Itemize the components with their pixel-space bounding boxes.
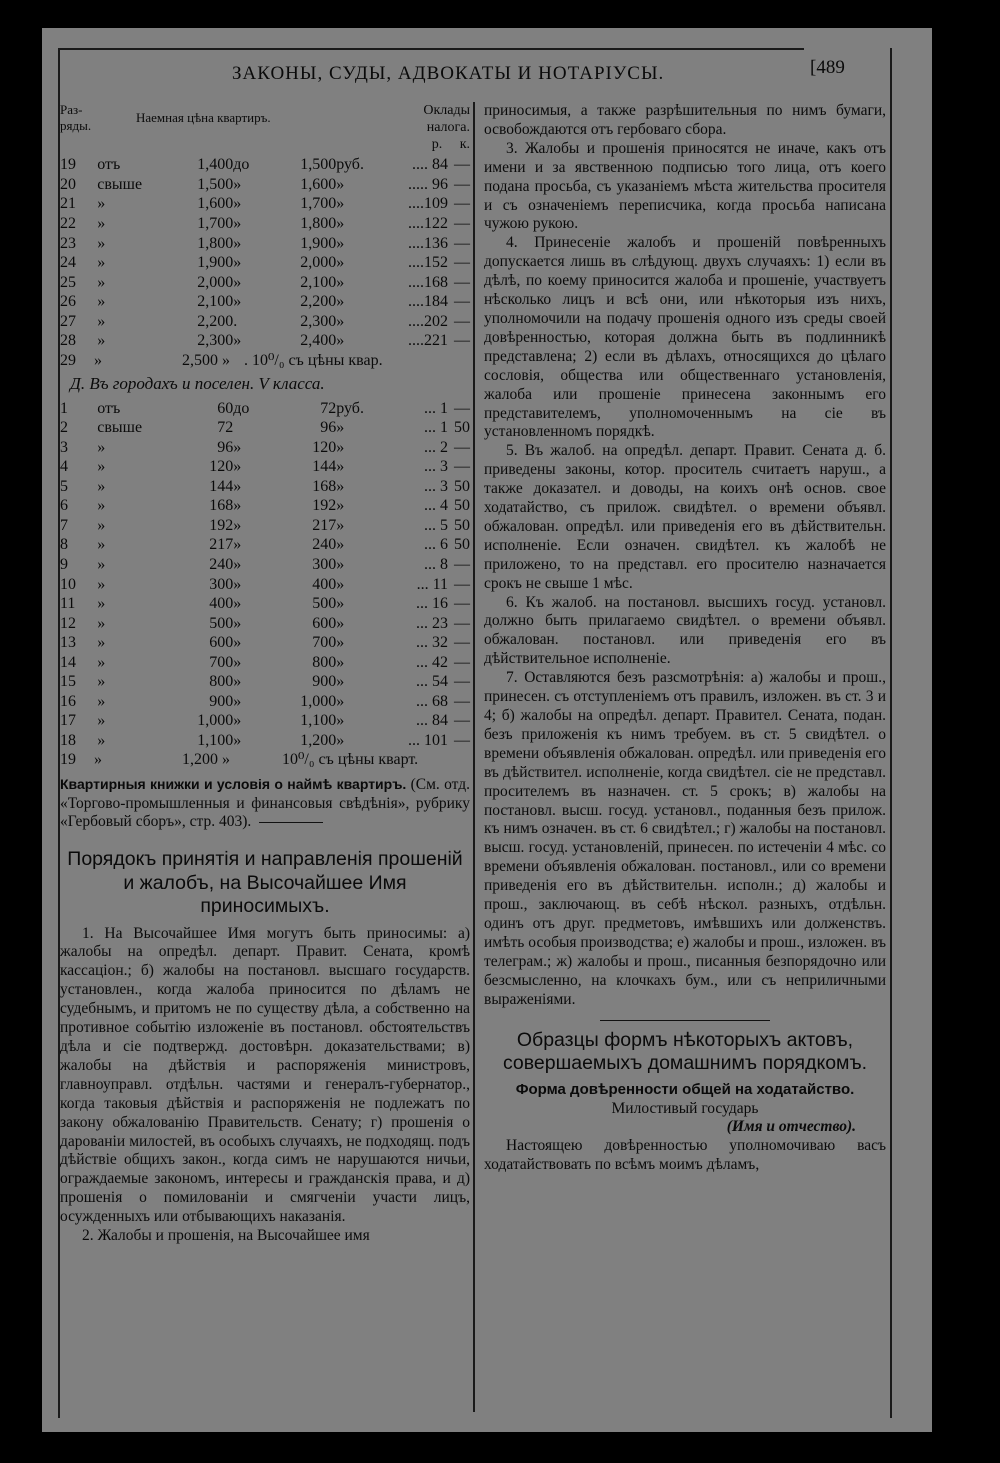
paragraph-6: 6. Къ жалоб. на постановл. высшихъ госуд. установл. должно быть прилагаемо свидѣтел. о времени объявл. обжалован. постановл. или приведенія его въ дѣйствительное исполненіе.	[484, 593, 886, 668]
table-cell: ... 32	[416, 634, 449, 652]
table-cell: 500	[209, 614, 234, 632]
table-cell: 1,700	[197, 215, 234, 232]
table-cell: ... 5	[424, 516, 449, 534]
table-cell: »	[97, 731, 106, 749]
table-cell: 50	[454, 477, 470, 495]
table-cell: 6	[60, 497, 68, 515]
table-cell: —	[454, 254, 470, 272]
top-rule	[58, 48, 804, 50]
table-cell: »	[233, 195, 242, 213]
column-divider	[473, 102, 475, 1412]
table-cell: ... 101	[408, 731, 449, 749]
table-cell: 27	[60, 312, 76, 330]
table-cell: »	[97, 234, 106, 252]
table-cell: ... 4	[424, 497, 449, 515]
table-cell: 2,400	[300, 332, 337, 350]
table-cell: 13	[60, 634, 76, 652]
table-cell: »	[336, 653, 345, 671]
table-cell: ....184	[408, 293, 449, 311]
table-row	[60, 194, 470, 214]
table-cell: »	[336, 312, 345, 330]
table-cell: »	[97, 497, 106, 515]
table-cell: »	[97, 634, 106, 652]
heading-poryadok: Порядокъ принятія и направленія прошеній и жалобъ, на Высочайшее Имя приносимыхъ.	[67, 848, 463, 918]
table-cell: 21	[60, 195, 76, 213]
table-cell: »	[336, 215, 345, 232]
table-row	[60, 273, 470, 293]
table-cell: ... 11	[416, 575, 449, 593]
table-cell: »	[97, 516, 106, 534]
table-cell: 600	[312, 614, 337, 632]
table-cell: —	[454, 195, 470, 213]
col-header-tax: Оклады налога.	[423, 103, 470, 136]
paragraph-4: 4. Принесеніе жалобъ и прошеній повѣренныхъ допускается лишь въ слѣдующ. двухъ случаяхъ: 1) если въ дѣлѣ, по коему приносится жалоба и прошеніе, участвуетъ нѣсколько лицъ и всѣ они, или нѣкоторыя изъ нихъ, уполномочили на подачу прошенія одного изъ среды своей довѣренностью, которая должна быть въ подлинникѣ представлена; 2) если въ дѣлахъ, относящихся до цѣлаго сословія, общества или общественнаго установленія, жалоба или прошеніе принесена законнымъ его представителемъ, уполномоченнымъ на сіе въ установленномъ порядкѣ.	[484, 234, 886, 441]
table-cell: 168	[209, 497, 234, 515]
table-cell: »	[233, 254, 242, 272]
table-cell: »	[233, 731, 242, 749]
table-cell: ... 68	[416, 692, 449, 710]
table-cell: —	[454, 156, 470, 174]
table-cell: —	[454, 555, 470, 573]
table-cell: »	[233, 234, 242, 252]
table-cell: 7	[60, 516, 68, 534]
table-cell: »	[233, 477, 242, 495]
table-cell: 20	[60, 175, 76, 193]
table-cell: 15	[60, 673, 76, 691]
table-cell: .	[233, 312, 238, 330]
table-cell: »	[97, 614, 106, 632]
table-cell: 18	[60, 731, 76, 749]
table-cell: 19	[60, 156, 76, 174]
table-cell: »	[97, 273, 106, 291]
right-column	[484, 102, 886, 1175]
table-cell: 400	[312, 575, 337, 593]
table-row	[60, 653, 470, 673]
table-cell: »	[336, 614, 345, 632]
table-cell: »	[233, 332, 242, 350]
table-cell: »	[97, 293, 106, 311]
table-cell: ....109	[408, 195, 449, 213]
table-cell: 60	[217, 399, 234, 417]
table-cell: 240	[312, 536, 337, 554]
table-cell: 72	[217, 419, 234, 437]
table-cell	[233, 418, 257, 438]
table-row	[60, 234, 470, 254]
table-cell: »	[336, 175, 345, 193]
table-row	[60, 457, 470, 477]
table-cell: .... 84	[412, 156, 449, 174]
table-cell: 240	[209, 555, 234, 573]
name-placeholder: (Имя и отчество).	[726, 1118, 856, 1136]
table-cell: ..... 96	[408, 175, 449, 193]
table-row	[60, 214, 470, 234]
table-cell: 217	[312, 516, 337, 534]
table-row	[60, 496, 470, 516]
table-cell: »	[336, 254, 345, 272]
table-cell: ....221	[408, 332, 449, 350]
table-row	[60, 399, 470, 419]
table-cell: 1,200	[300, 731, 337, 749]
table-cell: —	[454, 595, 470, 613]
table-cell: 2,000	[300, 254, 337, 272]
table-cell: ... 3	[424, 477, 449, 495]
table-cell: »	[233, 634, 242, 652]
table-cell: отъ	[97, 399, 121, 417]
table-cell: »	[336, 234, 345, 252]
table-cell: 800	[312, 653, 337, 671]
table-cell: 17	[60, 712, 76, 730]
table-cell: —	[454, 653, 470, 671]
table-cell: »	[233, 458, 242, 476]
table-cell: 1,100	[300, 712, 337, 730]
table-cell: до	[233, 156, 250, 174]
table-cell: »	[336, 595, 345, 613]
table-cell: —	[454, 399, 470, 417]
table-row	[60, 438, 470, 458]
table-row	[60, 731, 470, 751]
table-cell: »	[97, 555, 106, 573]
table-cell: »	[97, 595, 106, 613]
table-cell: 1,700	[300, 195, 337, 213]
table-cell: ... 2	[424, 438, 449, 456]
tax-table-header	[60, 102, 470, 155]
salutation: Милостивый государь	[611, 1099, 759, 1117]
table-cell: —	[454, 332, 470, 350]
table-cell: ... 16	[416, 595, 449, 613]
table-cell: »	[97, 458, 106, 476]
table-cell: 50	[454, 516, 470, 534]
table-cell: —	[454, 234, 470, 252]
table-cell: 300	[209, 575, 234, 593]
table-cell: 12	[60, 614, 76, 632]
table-cell: »	[336, 458, 345, 476]
table-cell: 2,300	[300, 312, 337, 330]
table-cell: 50	[454, 419, 470, 437]
paragraph-5: 5. Въ жалоб. на опредѣл. департ. Правит. Сената д. б. приведены законы, котор. проситель считаетъ наруш., а также доказател. и доводы, на коихъ онѣ основ. свое ходатайство, съ прилож. свидѣтел. о времени объявл. обжалован. опредѣл. или приведенія его въ дѣйствительн. исполненіе. Если означен. свидѣтел. къ жалобѣ не приложено, то на представл. его просителю назначается срокъ не свыше 1 мѣс.	[484, 442, 886, 592]
table-cell: —	[454, 712, 470, 730]
table-cell: 24	[60, 254, 76, 272]
table-cell: 1,000	[197, 712, 234, 730]
paragraph-7: 7. Оставляются безъ разсмотрѣнія: а) жалобы и прош., принесен. съ отступленіемъ отъ правилъ, изложен. въ ст. 3 и 4; б) жалобы на опредѣл. департ. Правител. Сената, подан. безъ приложенія къ нимъ требуем. въ ст. 5 свидѣтел. о времени объявленія обжалован. опредѣл. или приведенія его въ дѣйствител. исполненіе, когда свидѣтел. сіе не представл. просителемъ въ назначен. ст. 5 срокъ; в) жалобы на постановл. высш. госуд. установл., поданныя безъ прилож. къ нимъ означен. въ ст. 6 свидѣтел.; г) жалобы на постановл. высш. госуд. установленій, принесен. по истеченіи 4 мѣс. со времени объявленія обжалован. постановл., или со времени приведенія его въ дѣйствительн. исполн.; д) жалобы и прош., заключающ. въ себѣ нѣскол. разныхъ, отдѣльн. одинъ отъ друг. предметовъ, имѣвшихъ или долженствъ. имѣть особыя производства; е) жалобы и прош., изложен. въ телеграм.; ж) жалобы и прош., писанныя безпорядочно или безсмысленно, на клочкахъ бум., или съ неприличными выраженіями.	[484, 669, 886, 1008]
table-cell: »	[336, 555, 345, 573]
table-cell: 26	[60, 293, 76, 311]
table-cell: 1,900	[300, 234, 337, 252]
table-cell: 2,200	[197, 312, 234, 330]
tax-table-class-iv	[60, 155, 470, 350]
table-cell: —	[454, 175, 470, 193]
page-number: [489	[810, 57, 845, 78]
table-cell: 700	[312, 634, 337, 652]
table-cell: »	[336, 195, 345, 213]
table-cell: »	[336, 575, 345, 593]
kvart-note: Квартирныя книжки и условія о наймѣ квартиръ. (См. отд. «Торгово-промышленныя и финансовыя свѣдѣнія», рубрику «Гербовый сборъ», стр. 403).	[60, 775, 470, 831]
paragraph-2-cont: приносимыя, а также разрѣшительныя по нимъ бумаги, освобождаются отъ гербоваго сбора.	[484, 102, 886, 138]
table-cell: »	[97, 575, 106, 593]
table-row	[60, 155, 470, 175]
table-cell: »	[233, 653, 242, 671]
table-row: 19 » 1,200 » 10⁰/₀ съ цѣны кварт.	[60, 751, 419, 769]
table-cell: »	[97, 692, 106, 710]
table-cell: »	[336, 712, 345, 730]
table-cell: »	[233, 575, 242, 593]
table-cell: 500	[312, 595, 337, 613]
table-cell: 96	[320, 419, 337, 437]
table-cell: отъ	[97, 156, 121, 174]
table-cell: до	[233, 399, 250, 417]
table-cell: 168	[312, 477, 337, 495]
table-cell: 11	[60, 595, 76, 613]
section-heading-class-v: Д. Въ городахъ и поселен. V класса.	[70, 374, 325, 394]
col-header-price: Наемная цѣна квартиръ.	[136, 110, 271, 125]
paragraph-2-start: 2. Жалобы и прошенія, на Высочайшее имя	[82, 1227, 370, 1245]
table-row	[60, 711, 470, 731]
table-cell: 600	[209, 634, 234, 652]
table-row	[60, 418, 470, 438]
table-cell: »	[233, 293, 242, 311]
book-page	[42, 28, 932, 1432]
table-cell: ... 1	[424, 399, 449, 417]
tax-table-class-v	[60, 399, 470, 750]
table-cell: 10	[60, 575, 76, 593]
table-cell: »	[233, 673, 242, 691]
table-cell: »	[97, 254, 106, 272]
table-cell: 16	[60, 692, 76, 710]
table-row: 29 » 2,500 » . 10⁰/₀ съ цѣны квар.	[60, 351, 383, 369]
table-cell: 5	[60, 477, 68, 495]
section-rule	[600, 1020, 770, 1021]
table-cell: —	[454, 312, 470, 330]
table-cell: 1,800	[300, 215, 337, 232]
table-cell: »	[336, 731, 345, 749]
table-cell: »	[97, 215, 106, 232]
table-cell: »	[336, 438, 345, 456]
table-cell: —	[454, 438, 470, 456]
table-cell: 1,500	[300, 156, 337, 174]
table-cell: 28	[60, 332, 76, 350]
table-cell: 144	[209, 477, 234, 495]
table-cell: »	[336, 273, 345, 291]
table-row	[60, 175, 470, 195]
table-cell: 192	[312, 497, 337, 515]
table-cell: »	[233, 497, 242, 515]
table-row	[60, 535, 470, 555]
table-cell: 192	[209, 516, 234, 534]
table-cell: ....122	[408, 215, 449, 232]
table-cell: —	[454, 692, 470, 710]
table-row	[60, 672, 470, 692]
table-cell: »	[336, 673, 345, 691]
table-row	[60, 312, 470, 332]
table-cell: —	[454, 215, 470, 232]
table-cell: »	[233, 536, 242, 554]
table-cell: 2	[60, 419, 68, 437]
table-cell: 120	[312, 438, 337, 456]
table-cell: 800	[209, 673, 234, 691]
table-cell: —	[454, 634, 470, 652]
paragraph-3: 3. Жалобы и прошенія приносятся не иначе, какъ отъ имени и за явственною подписью того лица, отъ коего подана просьба, съ указаніемъ мѣста жительства просителя и съ означеніемъ переписчика, когда просьба написана чужою рукою.	[484, 139, 886, 233]
table-cell: ....168	[408, 273, 449, 291]
table-cell: »	[233, 273, 242, 291]
table-cell: »	[336, 634, 345, 652]
paragraph-1: 1. На Высочайшее Имя могутъ быть приносимы: а) жалобы на опредѣл. департ. Правит. Сената, кромѣ кассаціон.; б) жалобы на постановл. высшаго государств. установлен., когда жалоба приносится по дѣламъ не судебнымъ, и притомъ не по существу дѣла, а собственно на противное событію изложеніе въ постановл. обстоятельствъ дѣла и сіе подтвержд. достовѣрн. доказательствами; в) жалобы на дѣйствія и распоряженія министровъ, главноуправл. отдѣльн. частями и генералъ-губернатор., когда таковыя дѣйствія и распоряженія не подлежатъ по закону обжалованію Правительств. Сенату; г) прошенія о дарованіи милостей, въ особыхъ случаяхъ, не подходящ. подъ дѣйствіе общихъ закон., когда симъ не нарушаются ничьи, ограждаемые закономъ, интересы и гражданскія права, и д) прошенія о помилованіи и смягченіи участи лицъ, осужденныхъ или отбывающихъ наказанія.	[60, 924, 470, 1226]
table-cell: »	[336, 477, 345, 495]
table-cell: 2,300	[197, 332, 234, 350]
table-cell: 2,100	[300, 273, 337, 291]
table-cell: »	[97, 536, 106, 554]
table-cell: —	[454, 293, 470, 311]
table-cell: 8	[60, 536, 68, 554]
table-row	[60, 594, 470, 614]
table-cell: 72	[320, 399, 337, 417]
table-cell: 144	[312, 458, 337, 476]
running-header: ЗАКОНЫ, СУДЫ, АДВОКАТЫ И НОТАРІУСЫ.	[232, 63, 665, 84]
col-header-rank: Раз- ряды.	[60, 102, 92, 133]
table-cell: 1,600	[300, 175, 337, 193]
table-cell: »	[233, 555, 242, 573]
table-row	[60, 292, 470, 312]
table-cell: ....136	[408, 234, 449, 252]
table-cell: »	[336, 497, 345, 515]
table-cell: ... 42	[416, 653, 449, 671]
table-cell: »	[233, 175, 242, 193]
table-cell: 23	[60, 234, 76, 252]
table-cell: 14	[60, 653, 76, 671]
table-cell: 400	[209, 595, 234, 613]
table-cell: —	[454, 458, 470, 476]
col-header-units: р. к.	[431, 137, 470, 153]
table-cell: ... 84	[416, 712, 449, 730]
heading-obraztsy: Образцы формъ нѣкоторыхъ актовъ, совершаемыхъ домашнимъ порядкомъ.	[502, 1028, 868, 1074]
table-row	[60, 692, 470, 712]
table-cell: »	[336, 536, 345, 554]
table-row	[60, 575, 470, 595]
table-cell: »	[233, 692, 242, 710]
table-cell: 1,000	[300, 692, 337, 710]
table-cell: »	[97, 312, 106, 330]
table-cell: »	[97, 477, 106, 495]
heading-forma: Форма довѣренности общей на ходатайство.	[515, 1081, 855, 1099]
table-cell: 1,500	[197, 175, 234, 193]
table-cell: 4	[60, 458, 68, 476]
table-cell: »	[97, 332, 106, 350]
left-column	[60, 102, 470, 1246]
table-cell: 9	[60, 555, 68, 573]
table-cell: 1,400	[197, 156, 234, 174]
table-cell: »	[97, 712, 106, 730]
table-cell: »	[97, 195, 106, 213]
table-cell: —	[454, 673, 470, 691]
table-cell: 300	[312, 555, 337, 573]
table-cell: 1,600	[197, 195, 234, 213]
right-border	[890, 48, 892, 1418]
form-text: Настоящею довѣренностью уполномочиваю васъ ходатайствовать по всѣмъ моимъ дѣламъ,	[484, 1137, 886, 1174]
table-cell: 22	[60, 215, 76, 232]
table-cell: свыше	[97, 419, 143, 437]
table-cell: »	[336, 692, 345, 710]
table-cell: »	[97, 673, 106, 691]
table-cell: ... 1	[424, 419, 449, 437]
table-row	[60, 516, 470, 536]
table-cell: 1,100	[197, 731, 234, 749]
table-cell: ... 6	[424, 536, 449, 554]
table-cell: 1,800	[197, 234, 234, 252]
table-cell: ... 8	[424, 555, 449, 573]
table-cell: »	[233, 712, 242, 730]
table-cell: 1	[60, 399, 68, 417]
table-cell: —	[454, 273, 470, 291]
table-cell: »	[97, 653, 106, 671]
table-cell: руб.	[336, 399, 364, 417]
table-cell: 1,900	[197, 254, 234, 272]
table-cell: »	[336, 516, 345, 534]
table-cell: 50	[454, 497, 470, 515]
table-cell: 2,200	[300, 293, 337, 311]
table-cell: ... 54	[416, 673, 449, 691]
table-cell: »	[336, 332, 345, 350]
table-row	[60, 614, 470, 634]
table-cell: 120	[209, 458, 234, 476]
table-cell: 900	[312, 673, 337, 691]
short-rule	[259, 822, 323, 823]
table-cell: »	[233, 614, 242, 632]
table-cell: 2,000	[197, 273, 234, 291]
table-cell: 50	[454, 536, 470, 554]
table-cell: 25	[60, 273, 76, 291]
table-cell: 2,100	[197, 293, 234, 311]
table-cell: »	[336, 293, 345, 311]
table-cell: »	[233, 595, 242, 613]
table-cell: 217	[209, 536, 234, 554]
table-cell: ....152	[408, 254, 449, 272]
table-cell: —	[454, 731, 470, 749]
table-cell: »	[336, 419, 345, 437]
table-cell: 700	[209, 653, 234, 671]
table-cell: ....202	[408, 312, 449, 330]
table-cell: ... 23	[416, 614, 449, 632]
table-cell: »	[233, 516, 242, 534]
table-cell: »	[233, 438, 242, 456]
table-cell: свыше	[97, 175, 143, 193]
table-cell: 900	[209, 692, 234, 710]
table-cell: »	[97, 438, 106, 456]
table-cell: —	[454, 614, 470, 632]
table-row	[60, 555, 470, 575]
table-row	[60, 633, 470, 653]
table-row	[60, 331, 470, 351]
table-cell: руб.	[336, 156, 364, 174]
table-cell: ... 3	[424, 458, 449, 476]
table-cell: —	[454, 575, 470, 593]
table-cell: 96	[217, 438, 234, 456]
table-cell: »	[233, 215, 242, 232]
table-cell: 3	[60, 438, 68, 456]
table-row	[60, 253, 470, 273]
table-row	[60, 477, 470, 497]
